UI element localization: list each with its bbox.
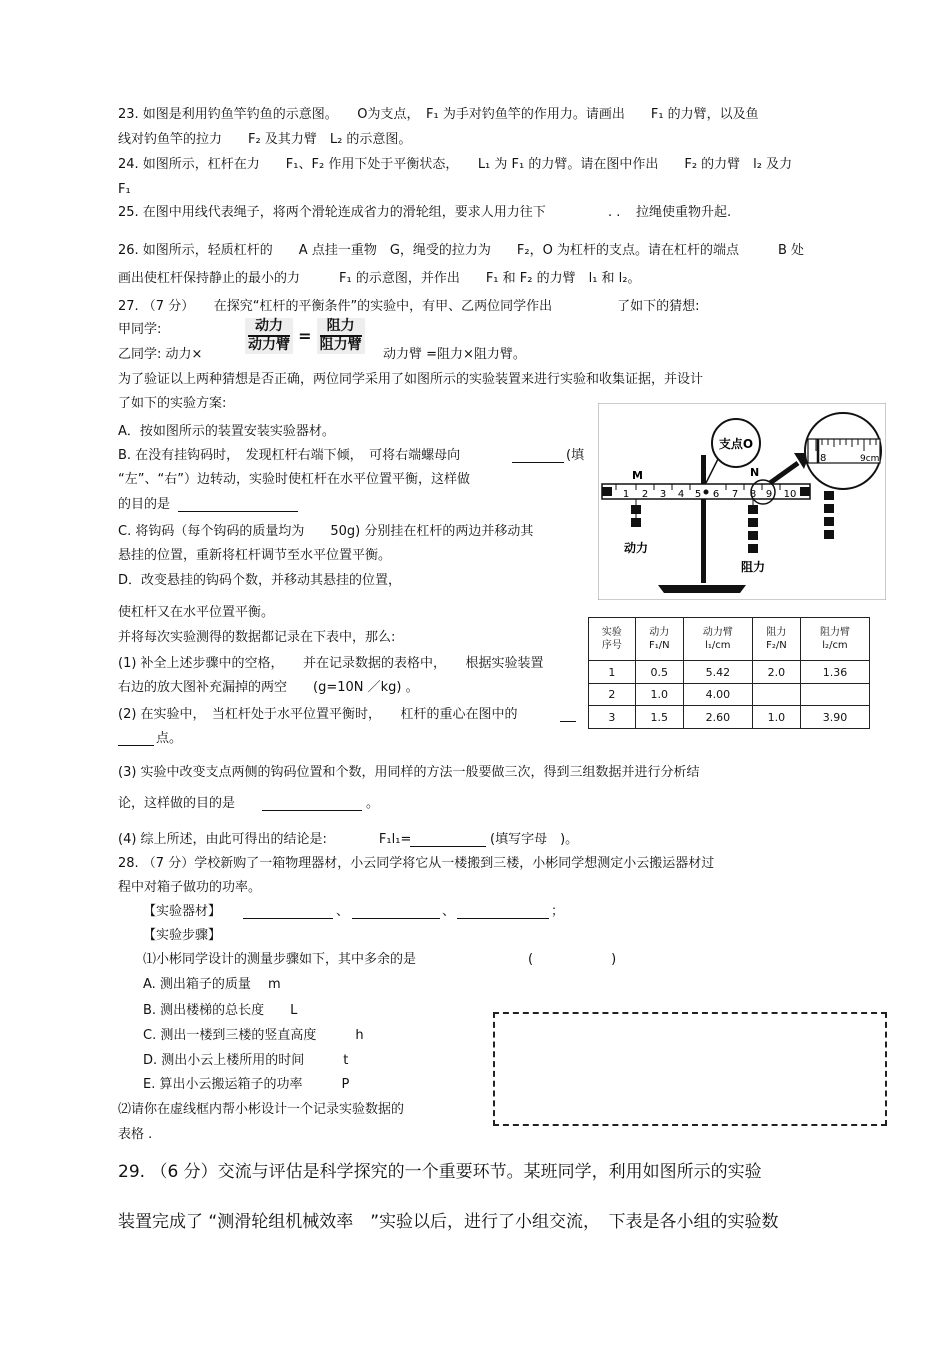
step-1-paren[interactable]: ( ) — [528, 952, 617, 967]
steps-label: 【实验步骤】 — [143, 928, 222, 943]
blank-equipment-2[interactable] — [352, 906, 440, 919]
equip-end: ； — [551, 904, 565, 919]
experiment-table — [588, 617, 870, 729]
table-cell: 3.90 — [800, 706, 869, 729]
q23-line2: 线对钓鱼竿的拉力 F₂ 及其力臂 L₂ 的示意图。 — [118, 132, 412, 147]
left-force-label: 动力 — [623, 541, 649, 555]
table-row — [589, 661, 870, 684]
zoom-weight-3 — [824, 517, 834, 526]
left-weight-2 — [631, 518, 641, 527]
guess-formula — [245, 318, 365, 354]
table-row — [589, 683, 870, 706]
blank-equipment-1[interactable] — [243, 906, 333, 919]
option-a: A. 测出箱子的质量 m — [143, 977, 281, 992]
part1-line2: 右边的放大图补充漏掉的两空 (g=10N ／kg) 。 — [118, 680, 419, 695]
blank-aim[interactable] — [262, 798, 362, 811]
right-weight-4 — [748, 544, 758, 553]
q27-intro: 27. （7 分） 在探究“杠杆的平衡条件”的实验中，有甲、乙两位同学作出 了如下的猜想: — [118, 299, 700, 314]
step-d1: D．改变悬挂的钩码个数，并移动其悬挂的位置， — [118, 573, 402, 588]
table-cell: 5.42 — [683, 661, 752, 684]
table-cell: 3 — [589, 706, 636, 729]
table-cell: 2.60 — [683, 706, 752, 729]
ruler-num-10: 10 — [783, 489, 797, 500]
q26-line2: 画出使杠杆保持静止的最小的力 F₁ 的示意图，并作出 F₁ 和 F₂ 的力臂 l₁ 和 l₂。 — [118, 271, 641, 286]
fraction-left — [245, 318, 293, 354]
zoom-num-right: 9cm — [860, 454, 880, 464]
step-d2: 使杠杆又在水平位置平衡。 — [118, 605, 275, 620]
ruler-num-7: 7 — [731, 489, 739, 500]
ruler-num-3: 3 — [659, 489, 667, 500]
header-cell-l1: 动力臂 l₁/cm — [683, 618, 752, 661]
header-cell-index: 实验 序号 — [589, 618, 636, 661]
q25-line1: 25. 在图中用线代表绳子，将两个滑轮连成省力的滑轮组，要求人用力往下 — [118, 205, 546, 220]
step-1: ⑴小彬同学设计的测量步骤如下，其中多余的是 — [143, 952, 417, 967]
ruler-num-2: 2 — [641, 489, 649, 500]
right-weight-2 — [748, 518, 758, 527]
table-header-row — [589, 618, 870, 661]
verify-line2: 了如下的实验方案: — [118, 396, 227, 411]
q23-line1: 23. 如图是利用钓鱼竿钓鱼的示意图。 O为支点， F₁ 为手对钓鱼竿的作用力。请画出 F₁ 的力臂，以及鱼 — [118, 107, 759, 122]
table-cell-empty[interactable] — [800, 683, 869, 706]
right-weight-3 — [748, 531, 758, 540]
step-b3: 的目的是 — [118, 497, 171, 512]
equipment-label: 【实验器材】 — [143, 904, 222, 919]
table-cell: 1.36 — [800, 661, 869, 684]
left-weight-1 — [631, 505, 641, 514]
step-b1-tail: (填 — [566, 448, 585, 463]
part1-line1: (1) 补全上述步骤中的空格， 并在记录数据的表格中， 根据实验装置 — [118, 656, 544, 671]
part2-line1: (2) 在实验中， 当杠杆处于水平位置平衡时， 杠杆的重心在图中的 — [118, 707, 518, 722]
ruler-num-6: 6 — [712, 489, 720, 500]
part3-line1: (3) 实验中改变支点两侧的钩码位置和个数，用同样的方法一般要做三次，得到三组数据并进行分析结 — [118, 765, 700, 780]
table-cell: 1.0 — [635, 683, 683, 706]
q26-line1: 26. 如图所示，轻质杠杆的 A 点挂一重物 G，绳受的拉力为 F₂，O 为杠杆的支点。请在杠杆的端点 B 处 — [118, 243, 805, 258]
blank-purpose[interactable] — [178, 499, 298, 512]
record-line: 并将每次实验测得的数据都记录在下表中，那么: — [118, 630, 396, 645]
step-c1: C. 将钩码（每个钩码的质量均为 50g) 分别挂在杠杆的两边并移动其 — [118, 524, 534, 539]
header-cell-f2: 阻力 F₂/N — [752, 618, 800, 661]
option-c: C. 测出一楼到三楼的竖直高度 h — [143, 1028, 364, 1043]
stand-pole — [701, 455, 706, 583]
q25-tail: 拉绳使重物升起. — [636, 205, 732, 220]
q28-intro1: 28. （7 分）学校新购了一箱物理器材，小云同学将它从一楼搬到三楼，小彬同学想测定小云搬运器材过 — [118, 856, 715, 871]
option-b: B. 测出楼梯的总长度 L — [143, 1003, 298, 1018]
table-cell: 2 — [589, 683, 636, 706]
right-weight-1 — [748, 505, 758, 514]
zoom-num-left: 8 — [820, 453, 827, 464]
verify-line1: 为了验证以上两种猜想是否正确，两位同学采用了如图所示的实验装置来进行实验和收集证据，并设计 — [118, 372, 704, 387]
blank-centroid-a[interactable] — [560, 709, 576, 722]
pivot-dot — [704, 490, 709, 495]
table-cell: 2.0 — [752, 661, 800, 684]
step-b2: “左”、“右”）边转动，实验时使杠杆在水平位置平衡，这样做 — [118, 472, 470, 487]
ruler-num-5: 5 — [694, 489, 702, 500]
option-d: D. 测出小云上楼所用的时间 t — [143, 1053, 349, 1068]
table-row — [589, 706, 870, 729]
blank-direction[interactable] — [512, 450, 564, 463]
right-force-label: 阻力 — [740, 560, 766, 574]
part4-line: (4) 综上所述，由此可得出的结论是: F₁l₁= — [118, 832, 412, 847]
step-b1: B. 在没有挂钩码时， 发现杠杆右端下倾， 可将右端螺母向 — [118, 448, 461, 463]
table-cell: 1.0 — [752, 706, 800, 729]
part3-line2: 论，这样做的目的是 — [118, 796, 236, 811]
lever-figure — [598, 403, 886, 600]
q24-line2: F₁ — [118, 182, 131, 197]
equip-sep1: 、 — [336, 904, 350, 919]
ruler-num-1: 1 — [622, 489, 630, 500]
ruler-num-8: 8 — [749, 489, 757, 500]
left-nut — [602, 487, 612, 496]
step-a: A．按如图所示的装置安装实验器材。 — [118, 424, 335, 439]
table-cell: 0.5 — [635, 661, 683, 684]
step-2-line2: 表格 . — [118, 1127, 153, 1142]
equip-sep2: 、 — [442, 904, 456, 919]
frac-left-top: 动力 — [248, 318, 290, 337]
frac-right-top: 阻力 — [320, 318, 362, 337]
step-c2: 悬挂的位置，重新将杠杆调节至水平位置平衡。 — [118, 548, 392, 563]
answer-dashed-box[interactable] — [493, 1012, 887, 1126]
zoom-weight-1 — [824, 491, 834, 500]
part4-tail: (填写字母 )。 — [490, 832, 579, 847]
step-2-line1: ⑵请你在虚线框内帮小彬设计一个记录实验数据的 — [118, 1102, 405, 1117]
frac-left-bottom: 动力臂 — [248, 337, 290, 353]
fulcrum-label: 支点O — [718, 437, 754, 451]
part2-line2: 点。 — [156, 731, 183, 746]
yi-rest: 动力臂 =阻力×阻力臂。 — [383, 347, 526, 362]
blank-centroid-b[interactable] — [118, 733, 154, 746]
table-cell: 1.5 — [635, 706, 683, 729]
table-cell: 1 — [589, 661, 636, 684]
label-n: N — [750, 466, 760, 479]
ruler-num-9: 9 — [765, 489, 773, 500]
table-cell-empty[interactable] — [752, 683, 800, 706]
header-cell-f1: 动力 F₁/N — [635, 618, 683, 661]
yi-label: 乙同学: 动力× — [118, 347, 203, 362]
blank-equipment-3[interactable] — [457, 906, 549, 919]
q28-intro2: 程中对箱子做功的功率。 — [118, 880, 262, 895]
part3-end: 。 — [366, 796, 380, 811]
frac-right-bottom: 阻力臂 — [319, 337, 362, 353]
fraction-right — [317, 318, 365, 354]
label-m: M — [632, 469, 643, 482]
q29-line2: 装置完成了 “测滑轮组机械效率 ”实验以后，进行了小组交流， 下表是各小组的实验数 — [118, 1212, 779, 1232]
ruler-num-4: 4 — [677, 489, 685, 500]
stand-base — [658, 585, 746, 593]
header-cell-l2: 阻力臂 l₂/cm — [800, 618, 869, 661]
option-e: E. 算出小云搬运箱子的功率 P — [143, 1077, 350, 1092]
table-cell: 4.00 — [683, 683, 752, 706]
right-nut — [800, 487, 810, 496]
jia-label: 甲同学: — [118, 322, 162, 337]
q29-line1: 29. （6 分）交流与评估是科学探究的一个重要环节。某班同学，利用如图所示的实验 — [118, 1162, 762, 1182]
q24-line1: 24. 如图所示，杠杆在力 F₁、F₂ 作用下处于平衡状态， L₁ 为 F₁ 的力臂。请在图中作出 F₂ 的力臂 l₂ 及力 — [118, 157, 793, 172]
zoom-weight-2 — [824, 504, 834, 513]
blank-conclusion[interactable] — [410, 834, 486, 847]
q25-dots: · · — [608, 209, 621, 224]
frac-equals: = — [298, 326, 312, 346]
zoom-weight-4 — [824, 530, 834, 539]
